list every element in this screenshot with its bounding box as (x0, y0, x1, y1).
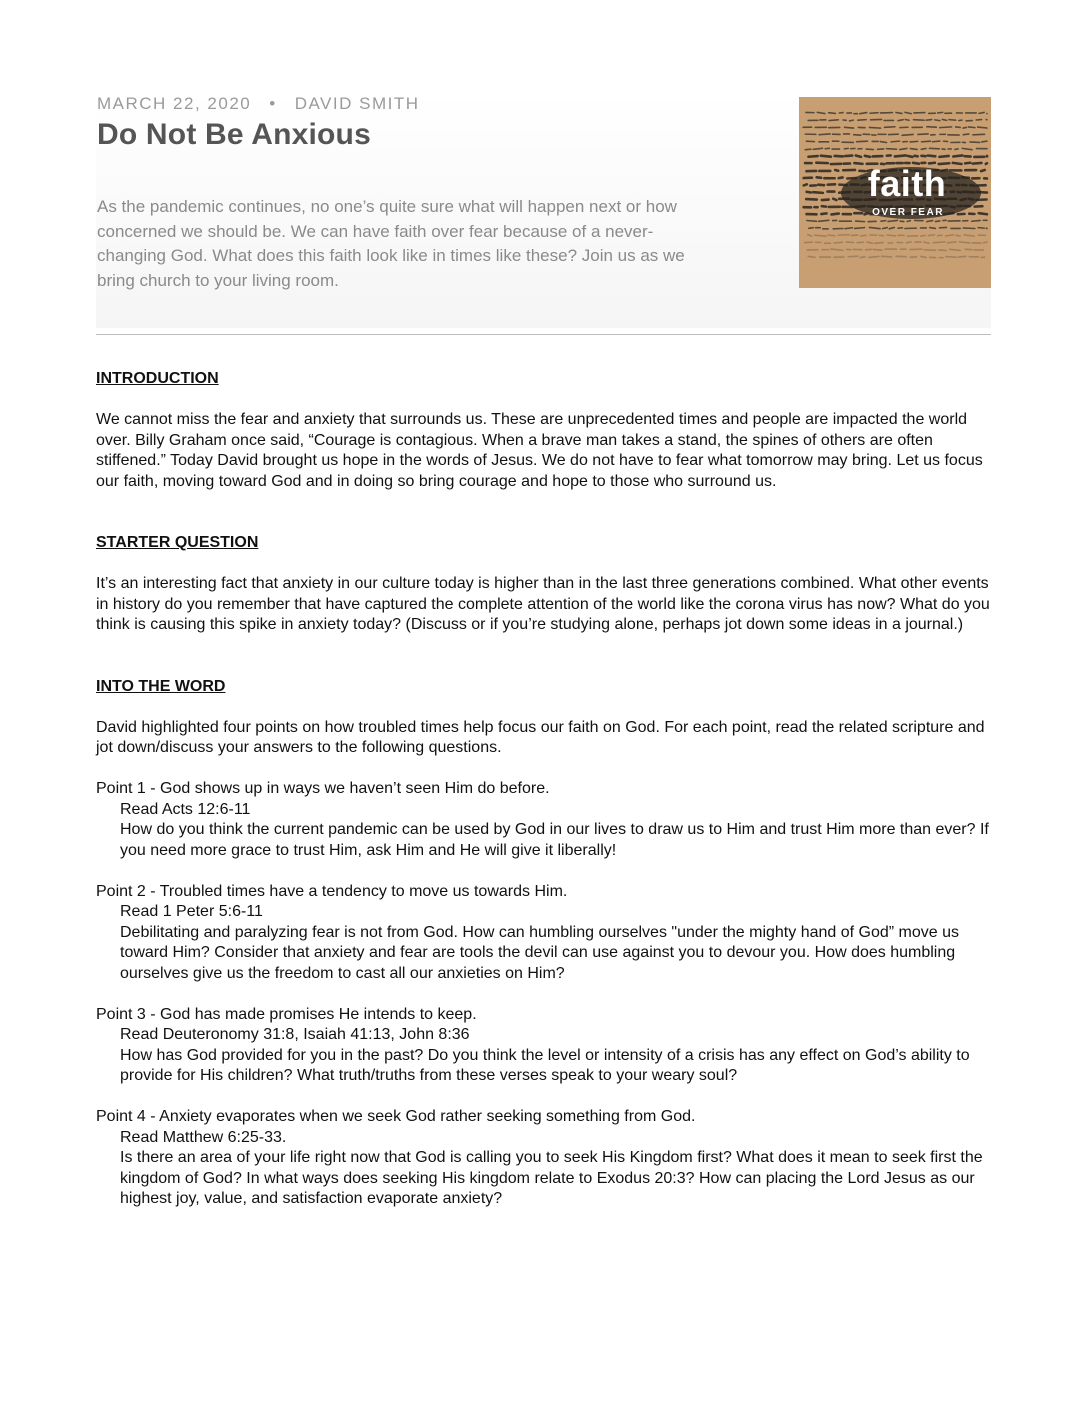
into-the-word-heading: INTO THE WORD (96, 677, 226, 695)
sermon-summary: As the pandemic continues, no one’s quite sure what will happen next or how concerned we should be. We can have faith over fear because of a never-changing God. What does this faith look like in times like these? Join us as we bring church to your living room. (97, 197, 685, 290)
point-reading: Read Matthew 6:25-33. (120, 1128, 287, 1146)
logo-subtitle: OVER FEAR (872, 207, 944, 218)
into-the-word-intro: David highlighted four points on how troubled times help focus our faith on God. For each point, read the related scripture and jot down/discuss your answers to the following questions. (96, 718, 985, 756)
point-question: Is there an area of your life right now that God is calling you to seek His Kingdom first? What does it mean to seek first the kingdom of God? In what ways does seeking His kingdom relate to Exodus 20:3? How can placing the Lord Jesus as our highest joy, value, and satisfaction evaporate anxiety? (120, 1149, 983, 1207)
point-2 (96, 882, 996, 985)
point-3 (96, 1005, 996, 1087)
point-question: How has God provided for you in the past? Do you think the level or intensity of a crisis has any effect on God’s ability to provide for His children? What truth/truths from these verses speak to your weary soul? (120, 1046, 970, 1084)
page-title: Do Not Be Anxious (97, 118, 371, 151)
logo-word: faith (867, 163, 947, 204)
header-divider (96, 334, 991, 335)
introduction-heading: INTRODUCTION (96, 370, 219, 387)
faith-over-fear-image (799, 97, 991, 288)
introduction-text: We cannot miss the fear and anxiety that surrounds us. These are unprecedented times and people are impacted the world over. Billy Graham once said, “Courage is contagious. When a brave man takes a stand, the spines of others are often stiffened.” Today David brought us hope in the words of Jesus. We do not have to fear what tomorrow may bring. Let us focus our faith, moving toward God and in doing so bring courage and hope to those who surround us. (96, 411, 983, 490)
point-question: How do you think the current pandemic can be used by God in our lives to draw us to Him and trust Him more than ever? If you need more grace to trust Him, ask Him and He will give it liberally! (120, 821, 989, 859)
sermon-author: DAVID SMITH (294, 94, 420, 113)
point-title: Point 3 - God has made promises He intends to keep. (96, 1005, 477, 1023)
point-1 (96, 779, 996, 861)
sermon-meta (97, 94, 420, 114)
point-reading: Read 1 Peter 5:6-11 (120, 903, 263, 920)
point-title: Point 1 - God shows up in ways we haven’t seen Him do before. (96, 780, 550, 797)
point-4 (96, 1107, 996, 1210)
meta-separator: • (269, 94, 277, 113)
point-reading: Read Deuteronomy 31:8, Isaiah 41:13, John 8:36 (120, 1026, 470, 1043)
point-reading: Read Acts 12:6-11 (120, 800, 251, 818)
point-title: Point 4 - Anxiety evaporates when we seek God rather seeking something from God. (96, 1108, 696, 1125)
faith-over-fear-logo (799, 157, 991, 229)
starter-question-text: It’s an interesting fact that anxiety in our culture today is higher than in the last three generations combined. What other events in history do you remember that have captured the complete attention of the world like the corona virus has now? What do you think is causing this spike in anxiety today? (Discuss or if you’re studying alone, perhaps jot down some ideas in a journal.) (96, 575, 990, 633)
point-question: Debilitating and paralyzing fear is not from God. How can humbling ourselves "under the mighty hand of God” move us toward Him? Consider that anxiety and fear are tools the devil can use against you to devour you. How does humbling ourselves give us the freedom to cast all our anxieties on Him? (120, 923, 960, 982)
sermon-date: MARCH 22, 2020 (97, 94, 252, 113)
study-guide-body (96, 369, 996, 1210)
point-title: Point 2 - Troubled times have a tendency to move us towards Him. (96, 882, 568, 900)
starter-question-heading: STARTER QUESTION (96, 534, 259, 551)
